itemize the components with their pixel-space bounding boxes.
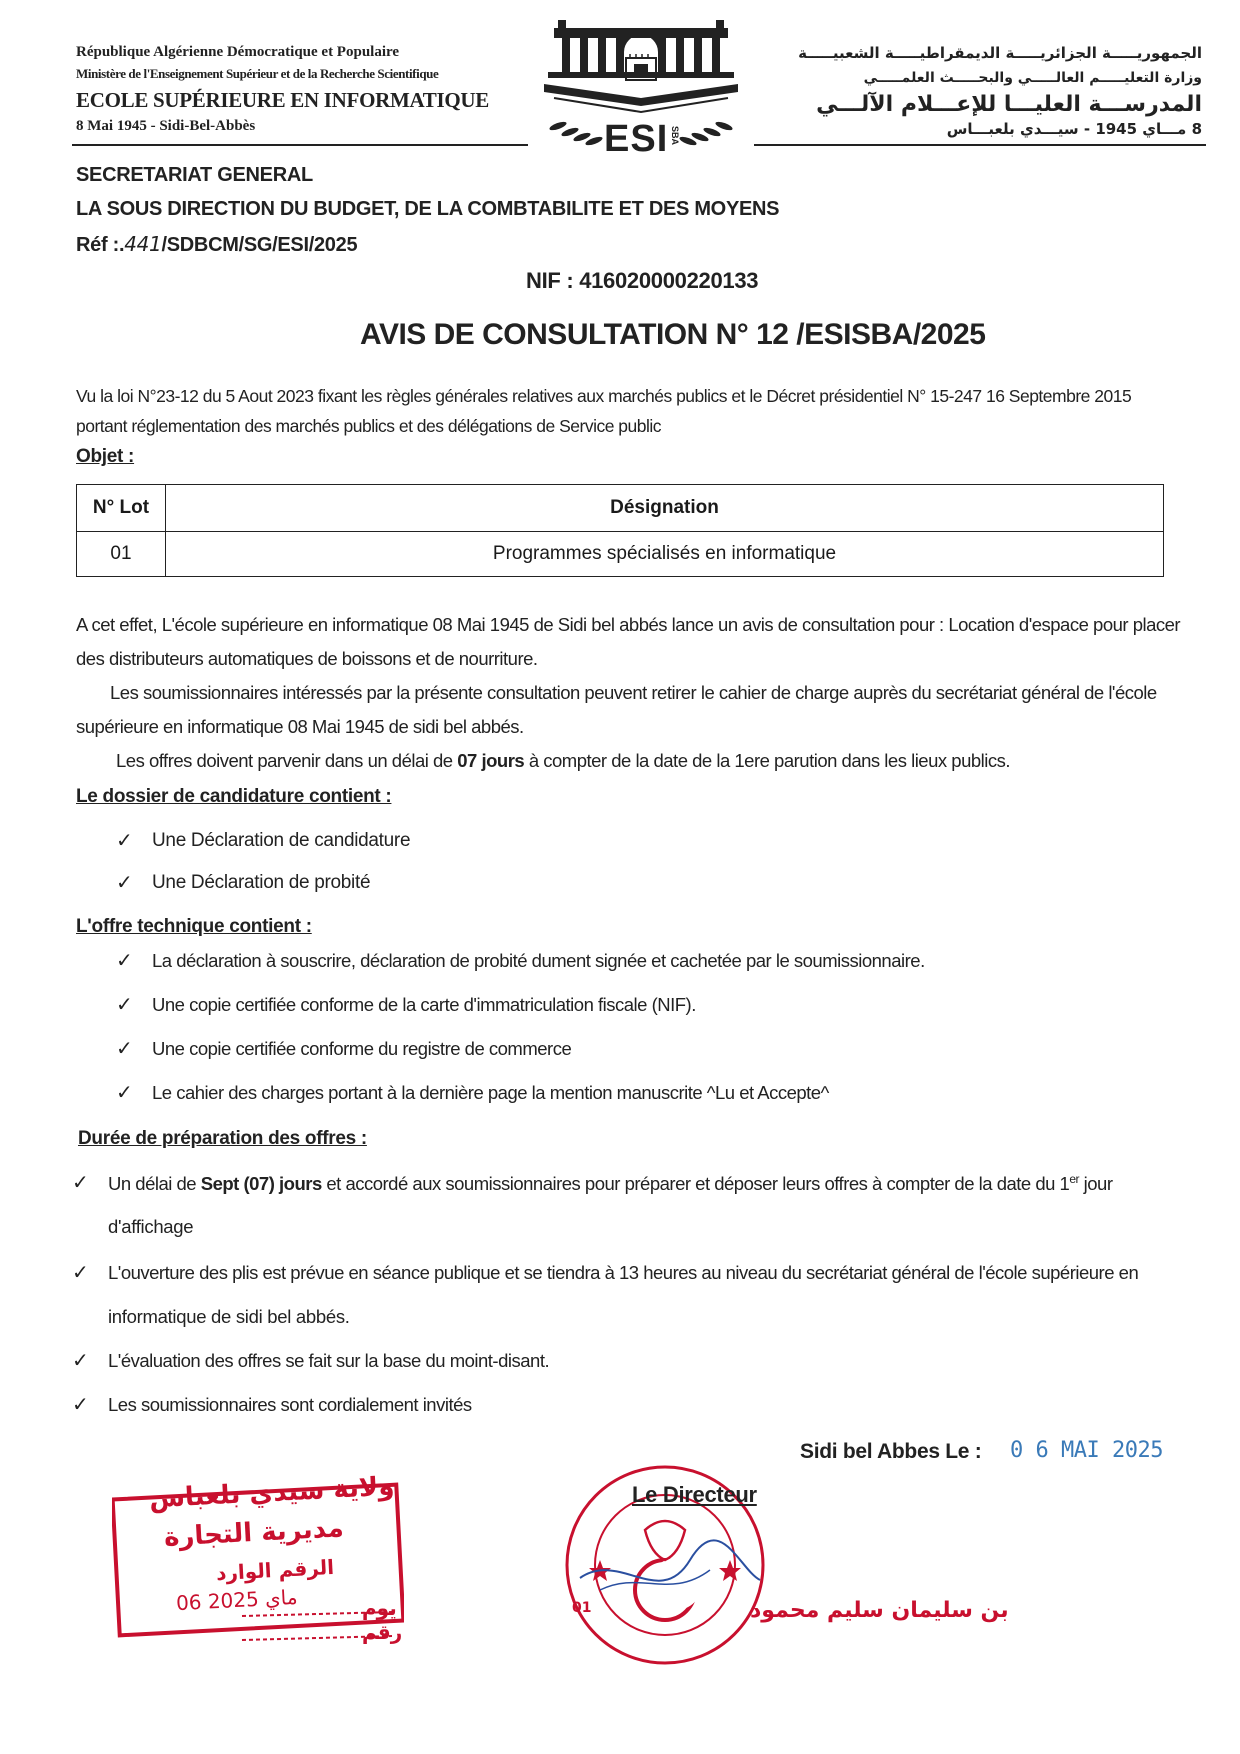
offre-item: Une copie certifiée conforme du registre de commerce xyxy=(152,1038,572,1059)
dossier-label: Le dossier de candidature contient : xyxy=(76,786,392,807)
para1-line2: des distributeurs automatiques de boissons et de nourriture. xyxy=(76,648,538,669)
duree-item-2-line1: L'ouverture des plis est prévue en séance publique et se tiendra à 13 heures au niveau du secrétariat général de l'école supérieure en xyxy=(108,1262,1139,1283)
para2-line2: supérieure en informatique 08 Mai 1945 de sidi bel abbés. xyxy=(76,716,524,737)
duree-item-3: L'évaluation des offres se fait sur la base du moint-disant. xyxy=(108,1350,550,1371)
duree-item-1-d: jour xyxy=(1079,1173,1113,1195)
duree-item-4: Les soumissionnaires sont cordialement invités xyxy=(108,1394,472,1415)
duree-item-1-line2: d'affichage xyxy=(108,1216,194,1237)
check-icon: ✓ xyxy=(116,1080,133,1104)
intro-line2: portant réglementation des marchés publics et des délégations de Service public xyxy=(76,416,662,436)
check-icon: ✓ xyxy=(116,828,133,852)
check-icon: ✓ xyxy=(72,1170,89,1194)
stamp-line2: مديرية التجارة xyxy=(163,1513,345,1553)
stamp-line3: الرقم الوارد xyxy=(215,1554,335,1586)
check-icon: ✓ xyxy=(116,870,133,894)
header-ar-line3: المدرســـة العليـــا للإعـــلام الآلـــي xyxy=(816,92,1202,117)
check-icon: ✓ xyxy=(72,1260,89,1284)
director-name: بن سليمان سليم محمود xyxy=(750,1598,1009,1623)
objet-label: Objet : xyxy=(76,446,135,467)
duree-item-1-a: Un délai de xyxy=(108,1173,201,1195)
reference-number: 441 xyxy=(124,232,162,256)
signature-date: 0 6 MAI 2025 xyxy=(1010,1438,1163,1463)
intro-line1: Vu la loi N°23-12 du 5 Aout 2023 fixant les règles générales relatives aux marchés publics et le Décret présidentiel N° 15-247 16 Septembre 2015 xyxy=(76,386,1132,406)
header-rule-right xyxy=(754,144,1206,146)
check-icon: ✓ xyxy=(116,1036,133,1060)
reception-stamp xyxy=(112,1472,404,1642)
secretariat-general: SECRETARIAT GENERAL xyxy=(76,164,313,186)
duree-item-2-line2: informatique de sidi bel abbés. xyxy=(108,1306,350,1327)
stamp-line1: ولاية سيدي بلعباس xyxy=(147,1471,395,1515)
header-fr-line3: ECOLE SUPÉRIEURE EN INFORMATIQUE xyxy=(76,88,489,112)
para2-line1: Les soumissionnaires intéressés par la présente consultation peuvent retirer le cahier de charge auprès du secrétariat général de l'école xyxy=(110,682,1157,703)
duree-item-1-sup: er xyxy=(1069,1172,1080,1186)
reference-suffix: /SDBCM/SG/ESI/2025 xyxy=(161,234,358,256)
stamp-day-label: يوم xyxy=(362,1596,397,1620)
para3-a: Les offres doivent parvenir dans un délai de xyxy=(116,750,458,771)
duree-item-1-b: Sept (07) jours xyxy=(200,1173,322,1195)
header-fr-line4: 8 Mai 1945 - Sidi-Bel-Abbès xyxy=(76,118,256,134)
check-icon: ✓ xyxy=(116,992,133,1016)
reference-label: Réf :. xyxy=(76,234,125,256)
offre-label: L'offre technique contient : xyxy=(76,916,312,937)
table-header-lot: N° Lot xyxy=(77,485,166,532)
table-row xyxy=(77,532,1164,577)
offre-item: Le cahier des charges portant à la dernière page la mention manuscrite ^Lu et Accepte^ xyxy=(152,1082,829,1103)
stamp-date: 06 ماي 2025 xyxy=(175,1584,299,1616)
header-rule-left xyxy=(72,144,528,146)
table-cell-designation: Programmes spécialisés en informatique xyxy=(166,532,1164,577)
header-ar-line4: 8 مـــاي 1945 - سيـــدي بلعبـــاس xyxy=(946,120,1202,138)
lot-table xyxy=(76,484,1164,577)
para3 xyxy=(116,750,1010,772)
header-fr-line1: République Algérienne Démocratique et Populaire xyxy=(76,44,400,60)
header-ar-line2: وزارة التعليـــــم العالـــــي والبحـــــث العلمـــــي xyxy=(863,70,1202,86)
check-icon: ✓ xyxy=(72,1392,89,1416)
header-ar-line1: الجمهوريـــــة الجزائريـــــة الديمقراطيـــــة الشعبيـــــة xyxy=(798,44,1202,62)
offre-item: Une copie certifiée conforme de la carte d'immatriculation fiscale (NIF). xyxy=(152,994,696,1015)
esi-logo xyxy=(528,14,754,172)
para3-c: à compter de la date de la 1ere parution dans les lieux publics. xyxy=(524,750,1011,771)
duree-label: Durée de préparation des offres : xyxy=(78,1128,367,1149)
duree-item-1 xyxy=(108,1172,1113,1195)
table-header-designation: Désignation xyxy=(166,485,1164,532)
dossier-item: Une Déclaration de probité xyxy=(152,872,371,893)
para1-line1: A cet effet, L'école supérieure en informatique 08 Mai 1945 de Sidi bel abbés lance un avis de consultation pour : Location d'espace pour placer xyxy=(76,614,1181,635)
signature-title: Le Directeur xyxy=(632,1482,757,1507)
table-cell-lot: 01 xyxy=(77,532,166,577)
esi-logo-sub: SBA xyxy=(670,126,680,146)
reference xyxy=(76,232,357,257)
nif: NIF : 416020000220133 xyxy=(526,268,759,293)
stamp-num-label: رقم xyxy=(362,1620,403,1644)
page-title: AVIS DE CONSULTATION N° 12 /ESISBA/2025 xyxy=(360,318,986,351)
para3-b: 07 jours xyxy=(457,750,525,771)
table-header-row xyxy=(77,485,1164,532)
esi-logo-text: ESI xyxy=(604,118,669,160)
dossier-item: Une Déclaration de candidature xyxy=(152,830,411,851)
duree-item-1-c: et accordé aux soumissionnaires pour préparer et déposer leurs offres à compter de la date du 1 xyxy=(321,1173,1070,1195)
sub-direction: LA SOUS DIRECTION DU BUDGET, DE LA COMBTABILITE ET DES MOYENS xyxy=(76,198,780,220)
signature-place: Sidi bel Abbes Le : xyxy=(800,1440,982,1463)
check-icon: ✓ xyxy=(116,948,133,972)
header-fr-line2: Ministère de l'Enseignement Supérieur et de la Recherche Scientifique xyxy=(76,66,439,81)
seal-number: 01 xyxy=(572,1600,592,1616)
check-icon: ✓ xyxy=(72,1348,89,1372)
offre-item: La déclaration à souscrire, déclaration de probité dument signée et cachetée par le soumissionnaire. xyxy=(152,950,925,971)
